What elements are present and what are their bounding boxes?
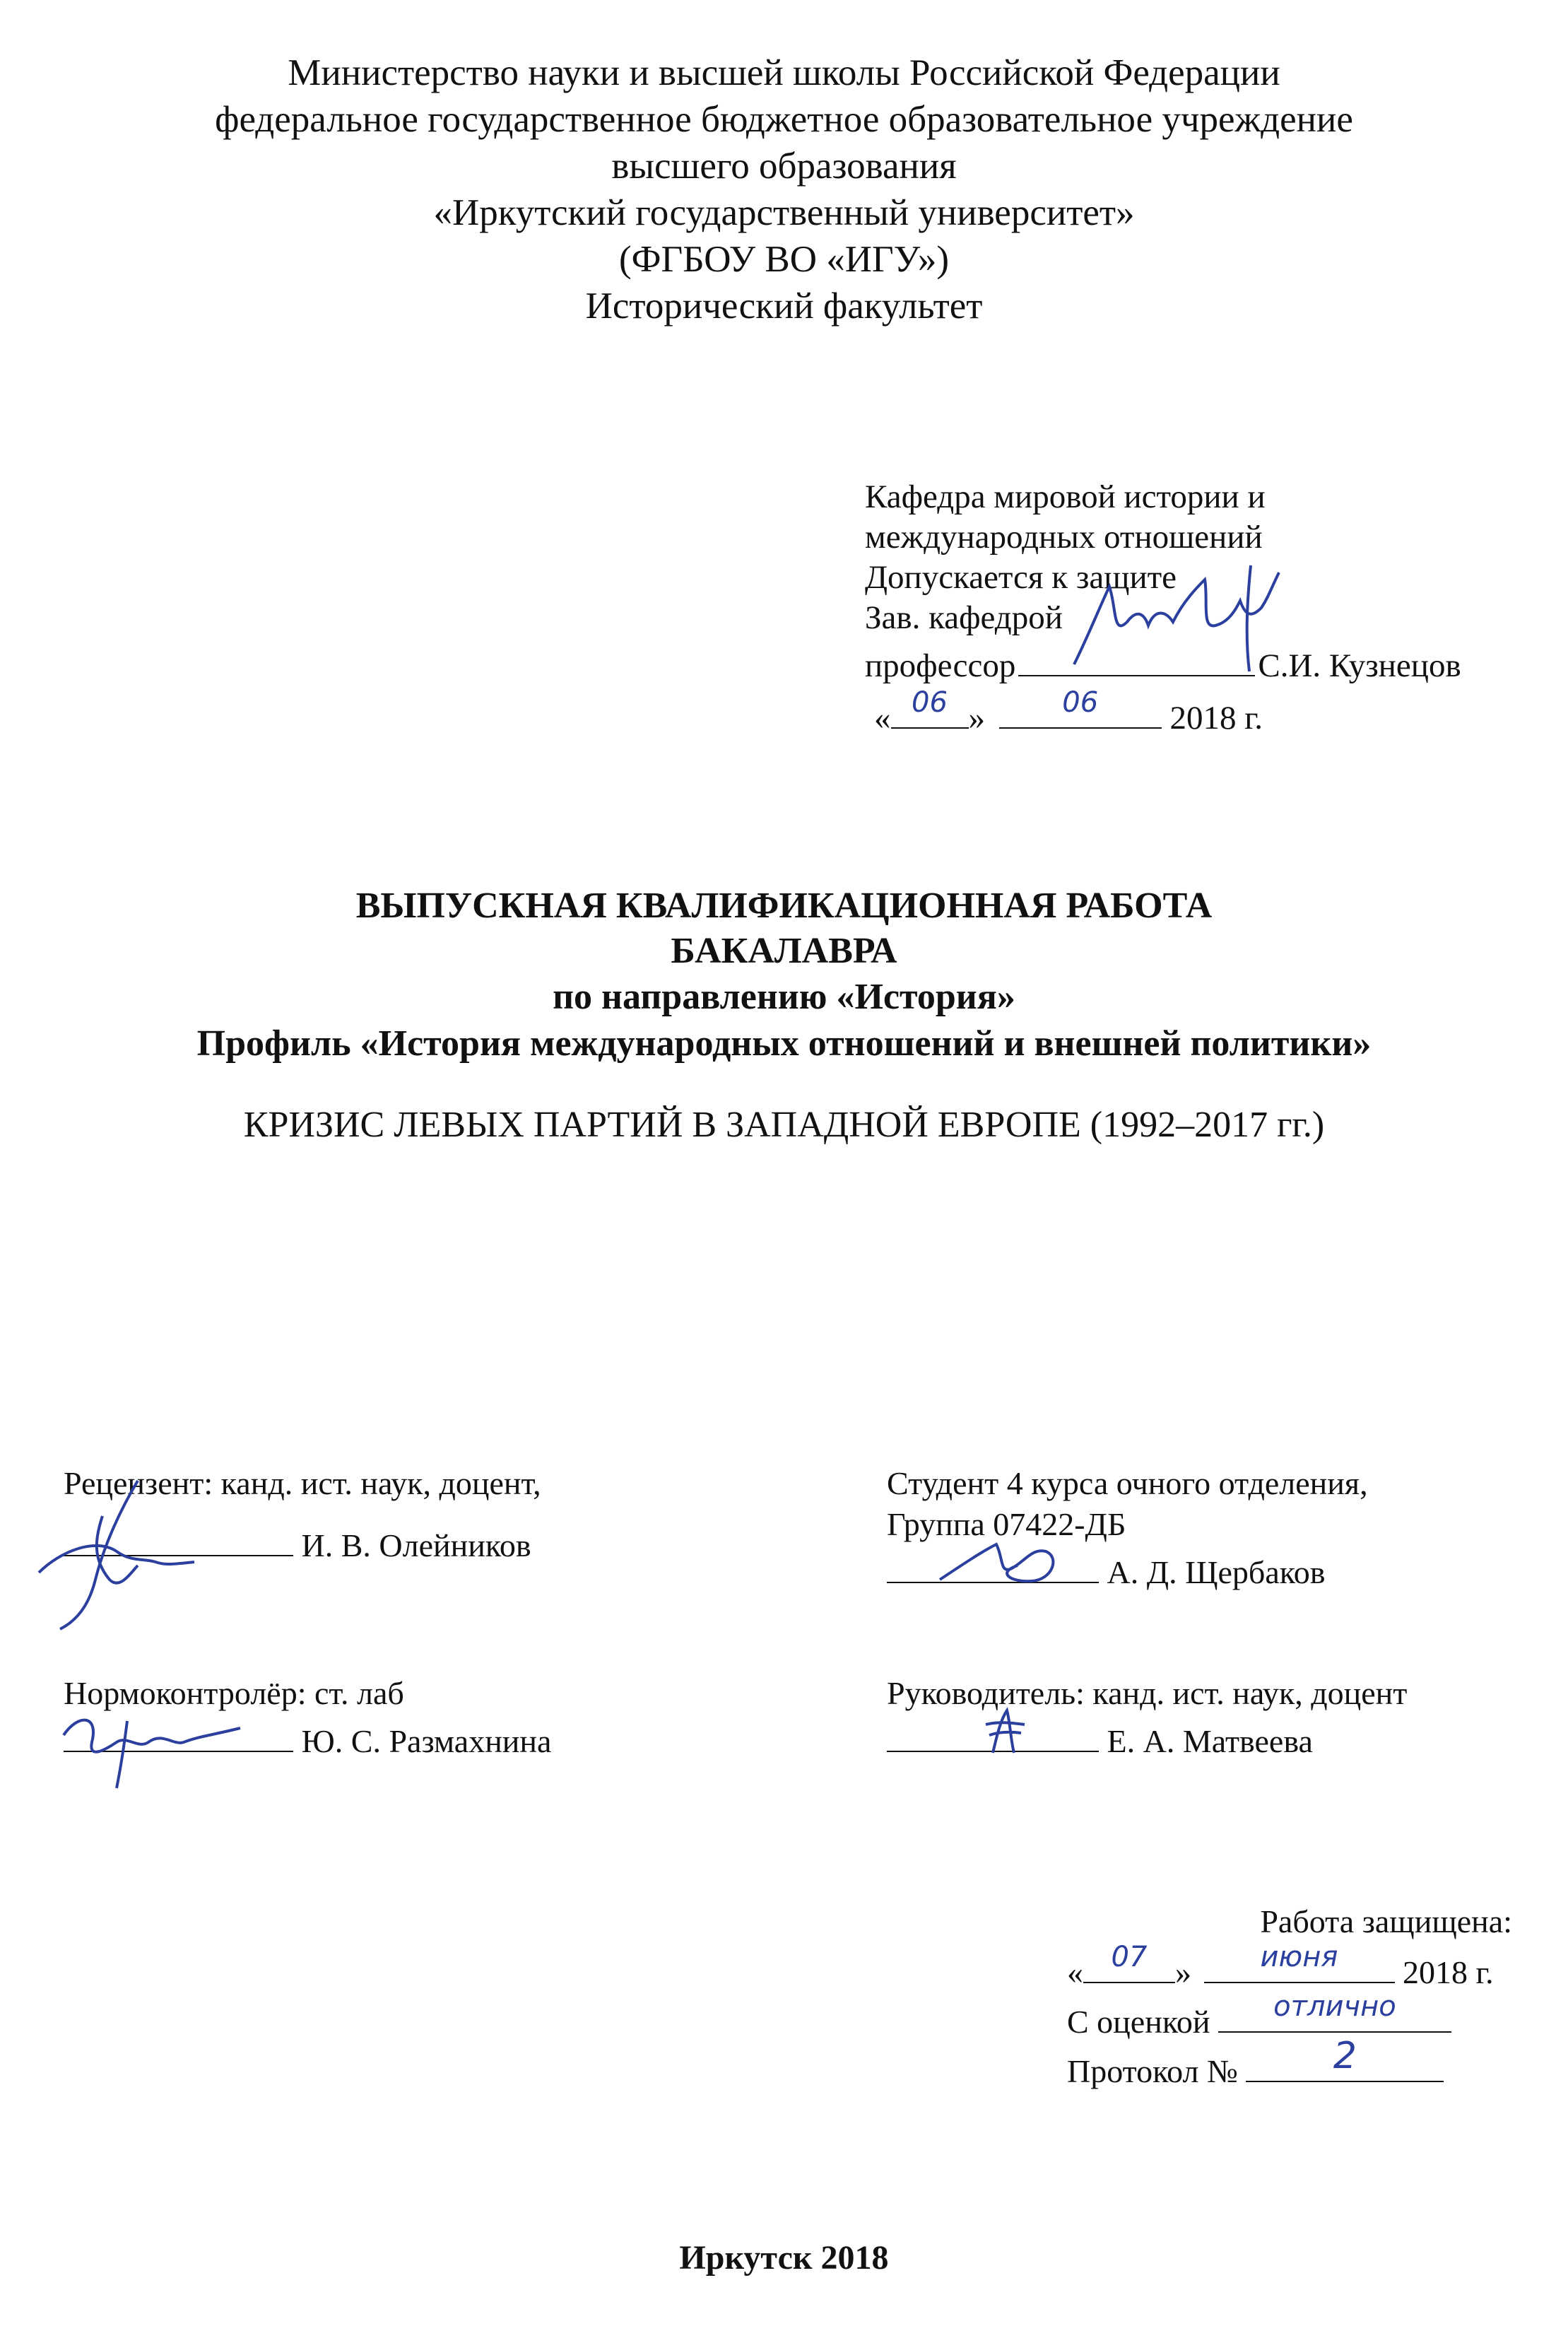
reviewer-role: Рецензент: канд. ист. наук, доцент, — [64, 1465, 541, 1501]
approval-block — [865, 477, 1543, 739]
thesis-type-line-1: ВЫПУСКНАЯ КВАЛИФИКАЦИОННАЯ РАБОТА — [355, 886, 1213, 926]
city-year: Иркутск 2018 — [679, 2239, 889, 2277]
reviewer-block — [64, 1463, 541, 1566]
reviewer-name: И. В. Олейников — [301, 1527, 531, 1563]
head-signature-field — [1018, 638, 1255, 676]
head-signature-line — [865, 638, 1543, 686]
grade-handwritten: отлично — [1273, 1990, 1396, 2023]
faculty-line: Исторический факультет — [585, 286, 983, 327]
defense-day-handwritten: 07 — [1111, 1941, 1148, 1973]
department-line-1: Кафедра мировой истории и — [865, 478, 1266, 515]
approval-date-line — [865, 686, 1543, 739]
normcontrol-name: Ю. С. Размахнина — [301, 1723, 552, 1759]
student-signature-field — [887, 1545, 1099, 1583]
head-title: профессор — [865, 647, 1016, 684]
protocol-field — [1246, 2035, 1444, 2082]
normcontrol-block — [64, 1673, 551, 1762]
supervisor-name: Е. А. Матвеева — [1107, 1723, 1313, 1759]
approval-day-handwritten: 06 — [912, 686, 948, 719]
head-name: С.И. Кузнецов — [1258, 647, 1461, 684]
department-line-2: международных отношений — [865, 519, 1263, 556]
admission-line: Допускается к защите — [865, 559, 1177, 596]
institution-type-line: федеральное государственное бюджетное образовательное учреждение — [215, 99, 1353, 140]
protocol-label: Протокол № — [1067, 2053, 1238, 2089]
supervisor-signature-field — [887, 1714, 1099, 1752]
student-group: Группа 07422-ДБ — [887, 1506, 1126, 1542]
approval-month-field — [999, 686, 1162, 729]
student-name: А. Д. Щербаков — [1107, 1554, 1326, 1590]
defense-month-field — [1204, 1941, 1395, 1983]
defense-day-field — [1083, 1941, 1175, 1983]
defense-block — [1067, 1901, 1526, 2092]
institution-header — [0, 49, 1568, 329]
reviewer-signature-field — [64, 1518, 293, 1556]
thesis-direction: по направлению «История» — [553, 977, 1015, 1017]
approval-year: 2018 г. — [1169, 700, 1263, 736]
defense-year: 2018 г. — [1403, 1954, 1494, 1990]
supervisor-role: Руководитель: канд. ист. наук, доцент — [887, 1675, 1408, 1711]
defense-heading: Работа защищена: — [1260, 1903, 1512, 1939]
thesis-profile: Профиль «История международных отношений и внешней политики» — [196, 1023, 1372, 1064]
student-signature-line — [887, 1545, 1368, 1593]
student-block — [887, 1463, 1368, 1593]
thesis-title-block — [0, 883, 1568, 1148]
student-role: Студент 4 курса очного отделения, — [887, 1465, 1368, 1501]
protocol-handwritten: 2 — [1333, 2035, 1357, 2077]
education-level-line: высшего образования — [611, 146, 957, 187]
normcontrol-role: Нормоконтролёр: ст. лаб — [64, 1675, 404, 1711]
thesis-topic: КРИЗИС ЛЕВЫХ ПАРТИЙ В ЗАПАДНОЙ ЕВРОПЕ (1992–2017 гг.) — [243, 1105, 1325, 1145]
normcontrol-signature-field — [64, 1714, 293, 1752]
defense-month-handwritten: июня — [1260, 1941, 1338, 1973]
approval-day-field — [891, 686, 969, 729]
university-name-line: «Иркутский государственный университет» — [433, 192, 1135, 233]
head-of-department-label: Зав. кафедрой — [865, 599, 1063, 636]
defense-protocol-line — [1067, 2035, 1526, 2092]
grade-label: С оценкой — [1067, 2004, 1210, 2040]
grade-field — [1218, 1990, 1451, 2033]
date-quote-close: » — [968, 700, 985, 736]
university-abbr-line: (ФГБОУ ВО «ИГУ») — [619, 239, 949, 280]
ministry-line: Министерство науки и высшей школы Российской Федерации — [288, 52, 1280, 93]
supervisor-block — [887, 1673, 1407, 1762]
normcontrol-signature-line — [64, 1714, 551, 1762]
supervisor-signature-line — [887, 1714, 1407, 1762]
defense-quote-open: « — [1067, 1954, 1083, 1990]
defense-quote-close: » — [1175, 1954, 1191, 1990]
date-quote-open: « — [874, 700, 891, 736]
approval-month-handwritten: 06 — [1062, 686, 1099, 719]
reviewer-signature-line — [64, 1518, 541, 1566]
thesis-type-line-2: БАКАЛАВРА — [671, 931, 897, 971]
